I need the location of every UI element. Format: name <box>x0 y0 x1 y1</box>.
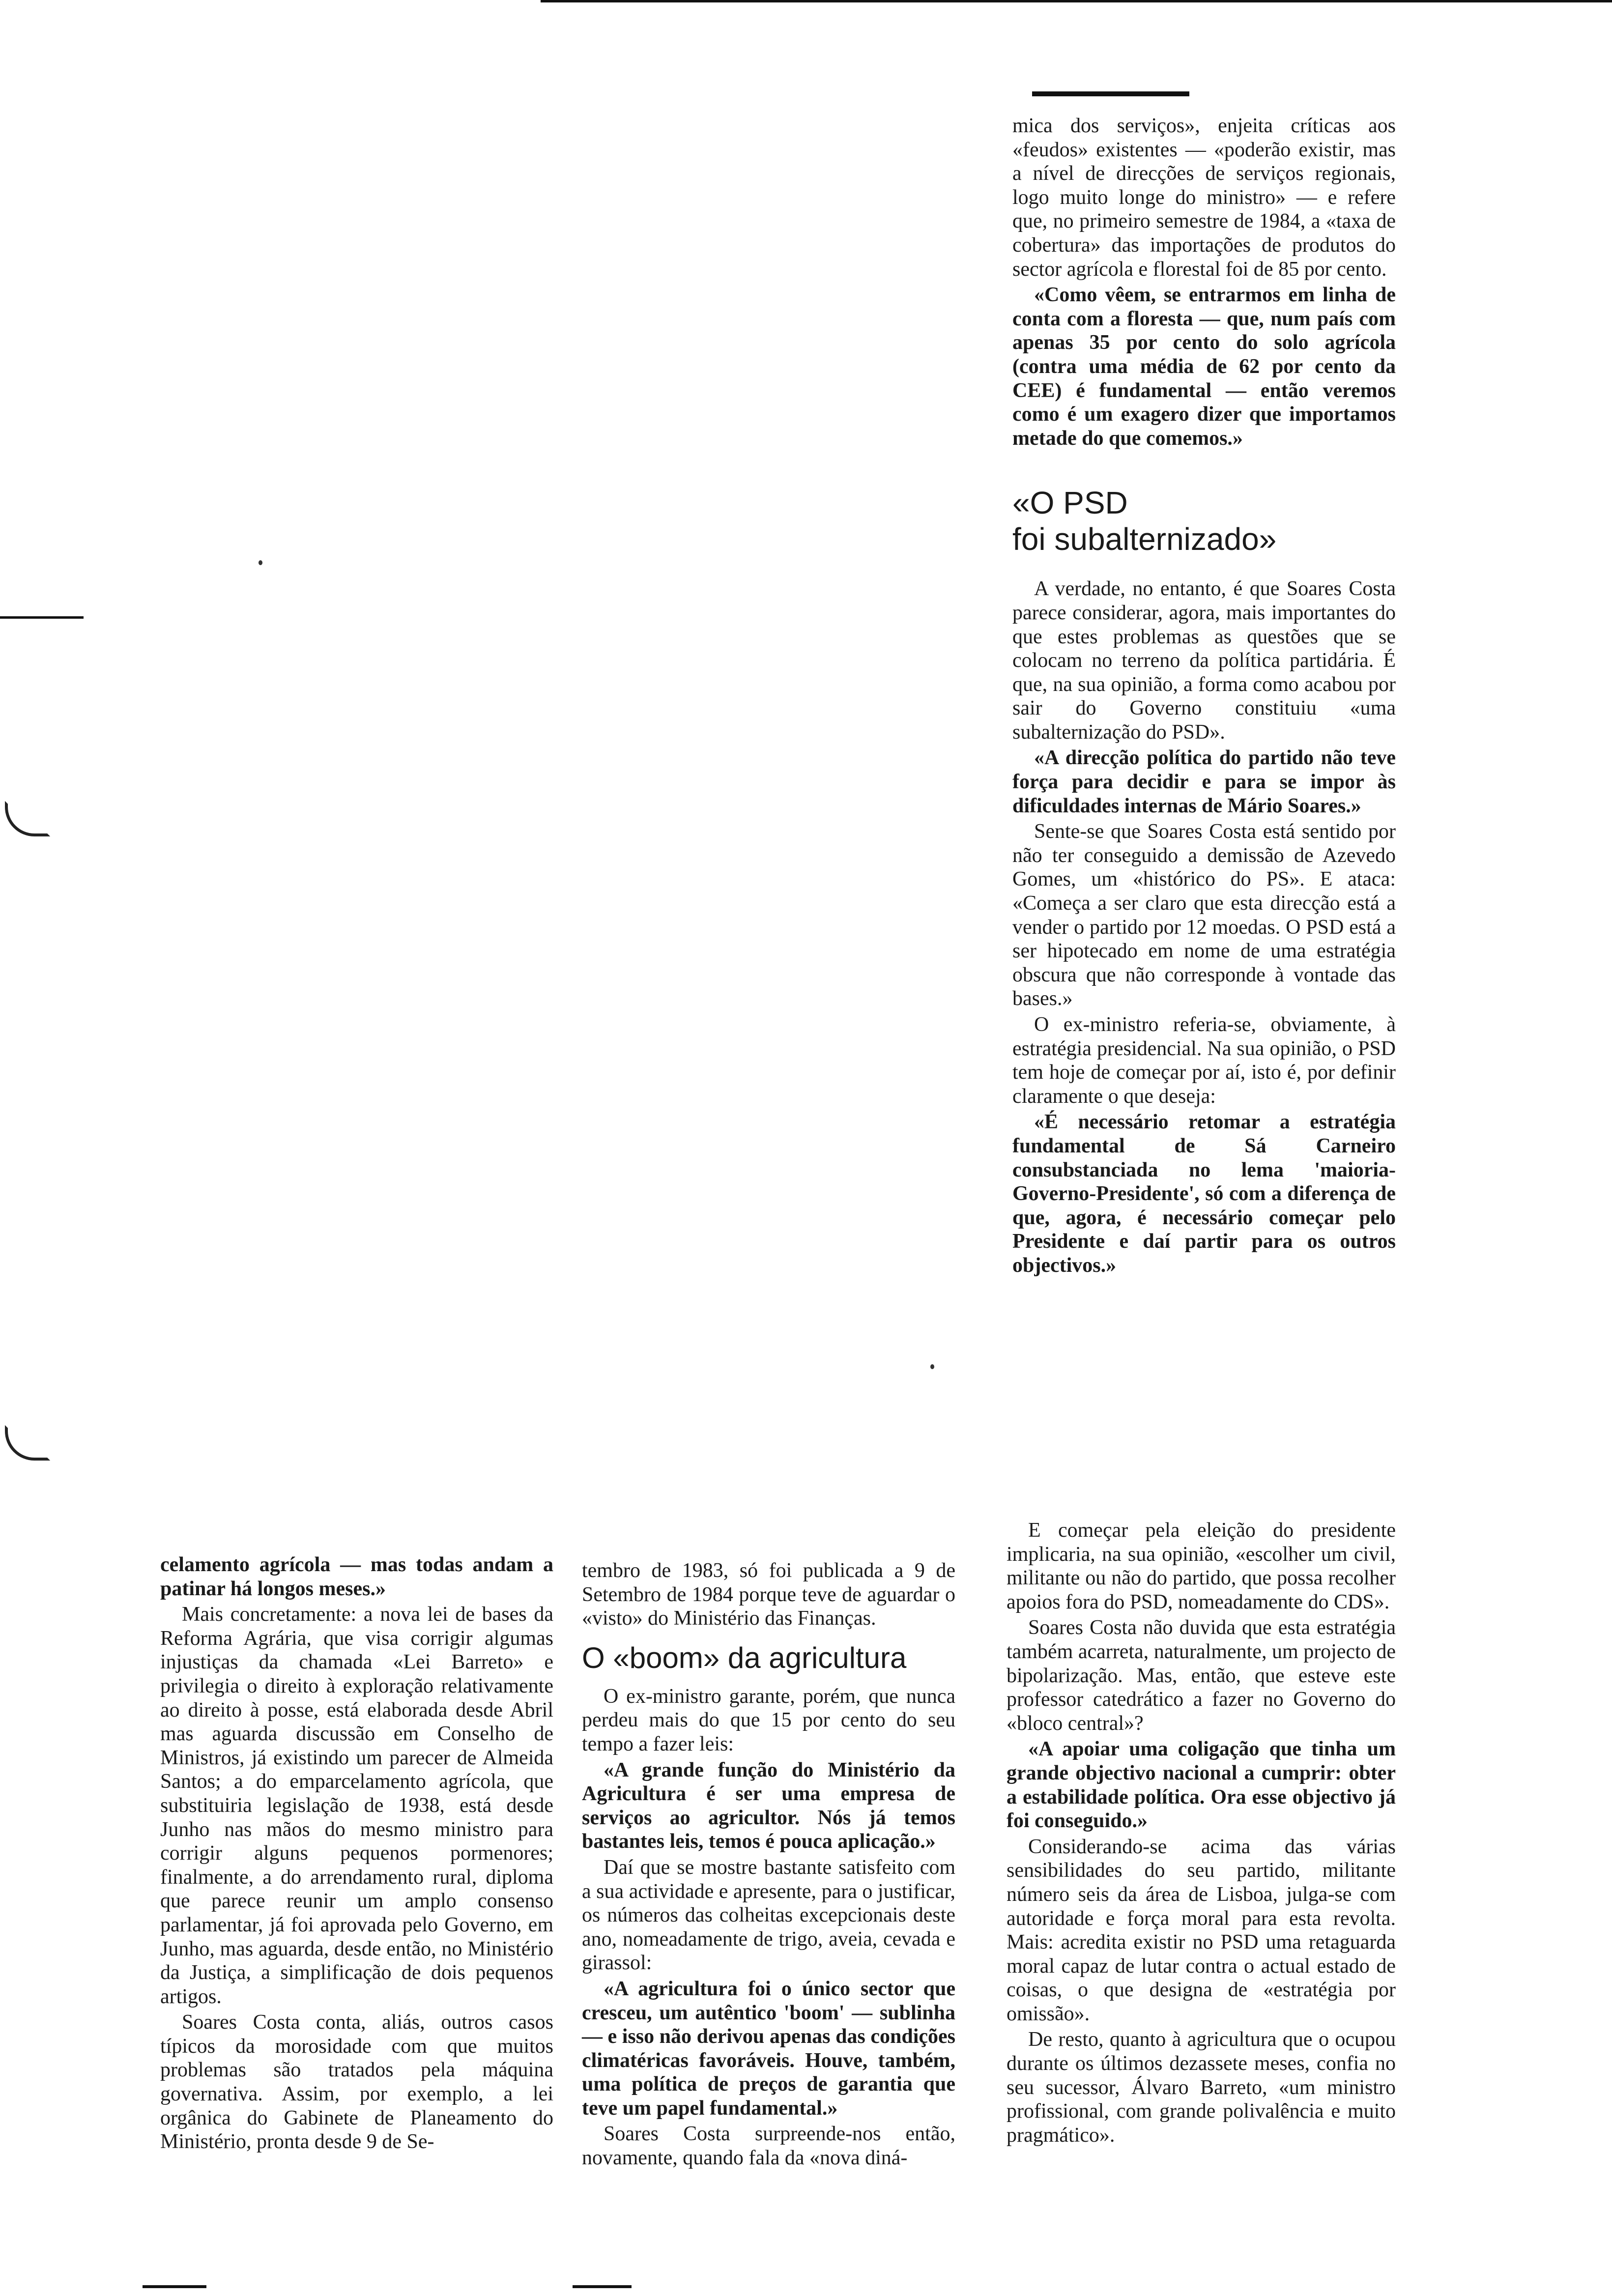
article-paragraph: «Como vêem, se entrarmos em linha de conta com a floresta — que, num país com apenas 35 por cento do solo agrícola (contra uma média de 62 por cento da CEE) é fundamental — então veremos como é um exagero dizer que importamos metade do que comemos.» <box>1012 284 1396 450</box>
article-paragraph: «A agricultura foi o único sector que cresceu, um autêntico 'boom' — sublinha — e isso não derivou apenas das condições climatéricas favoráveis. Houve, também, uma política de preços de garantia que teve um papel fundamental.» <box>582 1977 955 2120</box>
article-paragraph: Soares Costa conta, aliás, outros casos típicos da morosidade com que muitos problemas são tratados pela máquina governativa. Assim, por exemplo, a lei orgânica do Gabinete de Planeamento do Ministério, pronta desde 9 de Se- <box>160 2011 553 2153</box>
section-heading <box>1012 485 1396 557</box>
article-column-right-top <box>1012 114 1396 1278</box>
article-paragraph: O ex-ministro garante, porém, que nunca perdeu mais do que 15 por cento do seu tempo a fazer leis: <box>582 1685 955 1755</box>
article-paragraph: O ex-ministro referia-se, obviamente, à estratégia presidencial. Na sua opinião, o PSD tem hoje de começar por aí, isto é, por definir claramente o que deseja: <box>1012 1013 1396 1108</box>
article-paragraph: mica dos serviços», enjeita críticas aos «feudos» existentes — «poderão existir, mas a nível de direcções de serviços regionais, logo muito longe do ministro» — e refere que, no primeiro semestre de 1984, a «taxa de cobertura» das importações de produtos do sector agrícola e florestal foi de 85 por cento. <box>1012 115 1396 281</box>
article-paragraph: «A grande função do Ministério da Agricultura é ser uma empresa de serviços ao agricultor. Nós já temos bastantes leis, temos é pouca aplicação.» <box>582 1758 955 1853</box>
article-paragraph: De resto, quanto à agricultura que o ocupou durante os últimos dezassete meses, confia no seu sucessor, Álvaro Barreto, «um ministro profissional, com grande polivalência e muito pragmático». <box>1007 2028 1396 2147</box>
article-paragraph: A verdade, no entanto, é que Soares Costa parece considerar, agora, mais importantes do que estes problemas as questões que se colocam no terreno da política partidária. É que, na sua opinião, a forma como acabou por sair do Governo constituiu «uma subalternização do PSD». <box>1012 577 1396 744</box>
left-edge-rule <box>0 616 84 619</box>
article-paragraph: E começar pela eleição do presidente implicaria, na sua opinião, «escolher um civil, militante ou não do partido, que possa recolher apoios fora do PSD, nomeadamente do CDS». <box>1007 1519 1396 1613</box>
article-column-left <box>160 1553 553 2154</box>
scan-speck <box>259 560 262 565</box>
bottom-rule-left <box>143 2285 206 2288</box>
scan-speck <box>930 1364 934 1369</box>
punch-hole-mark <box>5 801 50 836</box>
article-paragraph: Mais concretamente: a nova lei de bases da Reforma Agrária, que visa corrigir algumas injustiças da chamada «Lei Barreto» e privilegia o direito à exploração relativamente ao direito à posse, está elaborada desde Abril mas aguarda discussão em Conselho de Ministros, já existindo um parecer de Almeida Santos; a do emparcelamento agrícola, que substituiria legislação de 1938, está desde Junho nas mãos do mesmo ministro para corrigir alguns pequenos pormenores; finalmente, a do arrendamento rural, diploma que parece reunir um amplo consenso parlamentar, já foi aprovada pelo Governo, em Junho, mas aguarda, desde então, no Ministério da Justiça, a simplificação de dois pequenos artigos. <box>160 1603 553 2008</box>
article-paragraph: Soares Costa não duvida que esta estratégia também acarreta, naturalmente, um projecto de bipolarização. Mas, então, que esteve este professor catedrático a fazer no Governo do «bloco central»? <box>1007 1616 1396 1735</box>
column-top-rule <box>1032 91 1189 96</box>
article-column-middle <box>582 1559 955 2170</box>
top-rule <box>541 0 1612 2</box>
article-paragraph: Soares Costa surpreende-nos então, novamente, quando fala da «nova diná- <box>582 2123 955 2170</box>
article-paragraph: «A apoiar uma coligação que tinha um grande objectivo nacional a cumprir: obter a estabilidade política. Ora esse objectivo já foi conseguido.» <box>1007 1738 1396 1833</box>
bottom-rule-mid <box>573 2285 632 2288</box>
article-paragraph: Considerando-se acima das várias sensibilidades do seu partido, militante número seis da área de Lisboa, julga-se com autoridade e força moral para esta revolta. Mais: acredita existir no PSD uma retaguarda moral capaz de lutar contra o actual estado de coisas, o que designa de «estratégia por omissão». <box>1007 1835 1396 2025</box>
article-paragraph: «A direcção política do partido não teve força para decidir e para se impor às dificuldades internas de Mário Soares.» <box>1012 746 1396 817</box>
article-paragraph: Sente-se que Soares Costa está sentido por não ter conseguido a demissão de Azevedo Gomes, um «histórico do PS». E ataca: «Começa a ser claro que esta direcção está a vender o partido por 12 moedas. O PSD está a ser hipotecado em nome de uma estratégia obscura que não corresponde à vontade das bases.» <box>1012 820 1396 1010</box>
article-paragraph: celamento agrícola — mas todas andam a patinar há longos meses.» <box>160 1553 553 1600</box>
article-paragraph: Daí que se mostre bastante satisfeito com a sua actividade e apresente, para o justificar, os números das colheitas excepcionais deste ano, nomeadamente de trigo, aveia, cevada e girassol: <box>582 1856 955 1975</box>
article-paragraph: tembro de 1983, só foi publicada a 9 de Setembro de 1984 porque teve de aguardar o «visto» do Ministério das Finanças. <box>582 1559 955 1630</box>
section-heading: O «boom» da agricultura <box>582 1641 907 1674</box>
section-heading-line: «O PSD <box>1012 485 1128 521</box>
section-heading-line: foi subalternizado» <box>1012 521 1277 557</box>
article-column-right-bottom <box>1007 1519 1396 2147</box>
article-paragraph: «É necessário retomar a estratégia fundamental de Sá Carneiro consubstanciada no lema 'maioria-Governo-Presidente', só com a diferença de que, agora, é necessário começar pelo Presidente e daí partir para os outros objectivos.» <box>1012 1111 1396 1277</box>
punch-hole-mark <box>5 1425 50 1461</box>
